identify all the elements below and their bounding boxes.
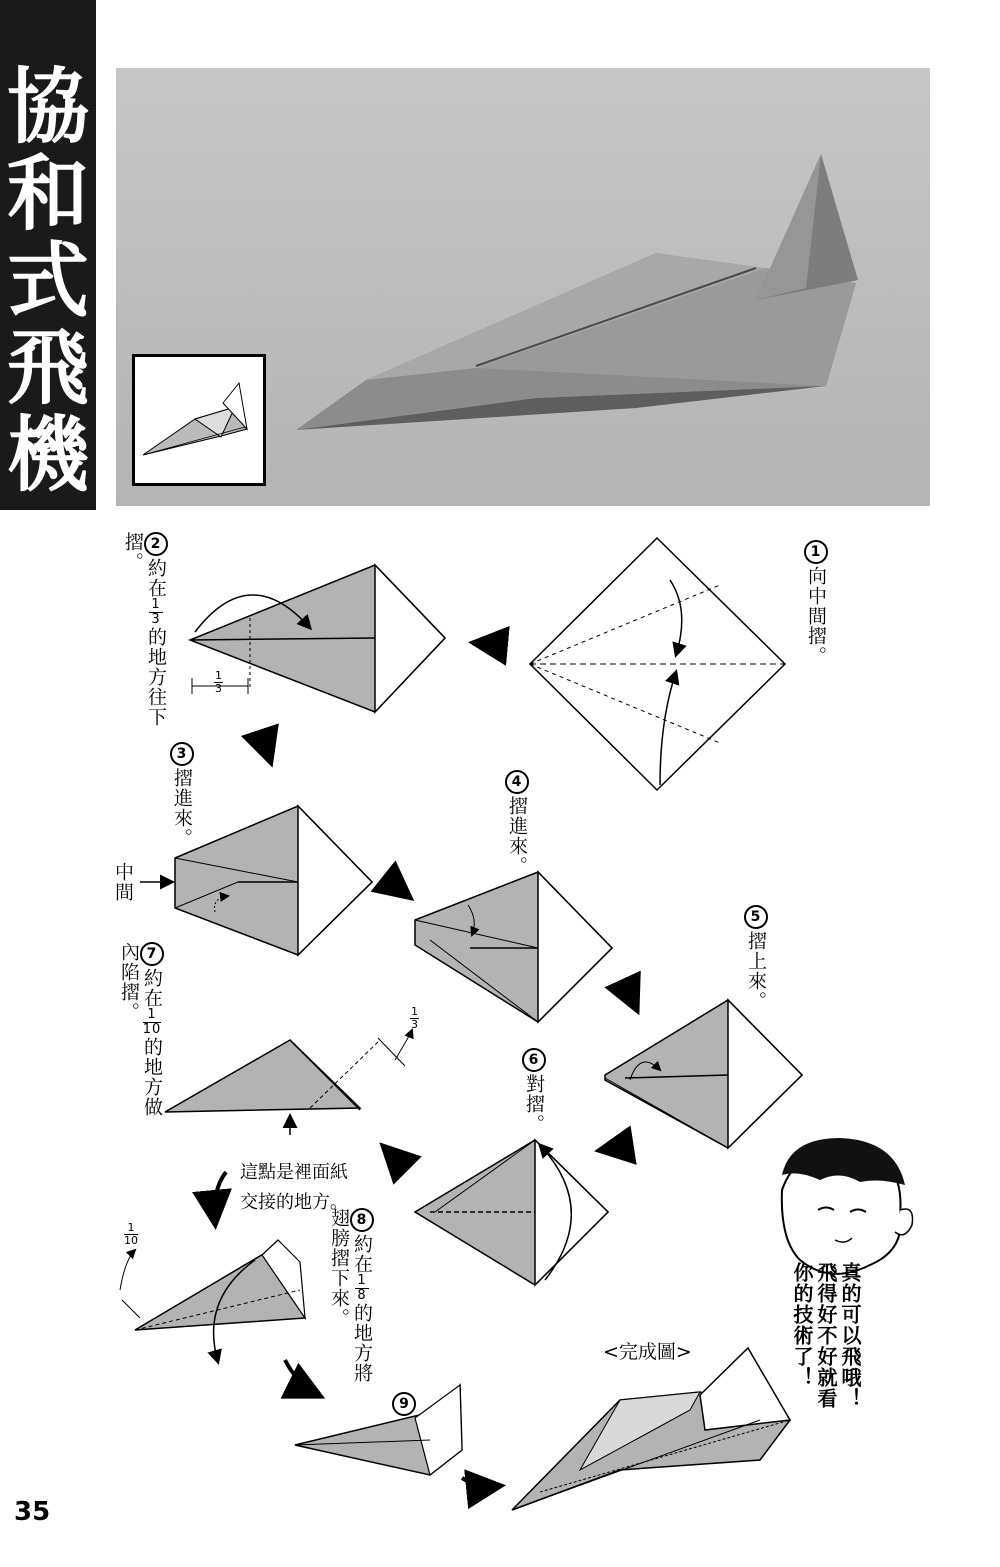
- finished-plane-diagram: [512, 1348, 790, 1510]
- step2-line2: 往下摺。: [122, 532, 167, 727]
- title-char: 協: [6, 60, 89, 155]
- step-number: 4: [505, 770, 529, 794]
- step7-line2: 做內陷摺。: [118, 942, 163, 1117]
- note-line: 這點是裡面紙: [240, 1162, 348, 1183]
- character-speech: [790, 1262, 862, 1409]
- fraction: $\frac{1}{3}$: [151, 597, 161, 627]
- step4-caption: [505, 770, 529, 876]
- step3-caption: [170, 742, 194, 848]
- step8-pre: 約在: [351, 1234, 373, 1274]
- step7-post: 的地方: [141, 1037, 163, 1097]
- finished-label: <完成圖>: [603, 1341, 692, 1363]
- step2-post: 的地方: [145, 627, 167, 687]
- step6-caption: [522, 1048, 546, 1134]
- step-number: 8: [350, 1208, 374, 1232]
- speech-line: 真的可以飛哦！: [838, 1262, 862, 1409]
- title-char: 和: [6, 147, 89, 242]
- step6-diagram: [415, 1140, 608, 1285]
- step8-caption: [328, 1208, 374, 1398]
- step9-diagram: [295, 1385, 462, 1475]
- fraction: $\frac{1}{10}$: [142, 1007, 162, 1037]
- step4-text: 摺進來。: [506, 796, 528, 876]
- step9-caption: [392, 1392, 416, 1418]
- title-char: 機: [6, 408, 89, 503]
- step8-diagram: [120, 1240, 305, 1362]
- step-number: 2: [144, 532, 168, 556]
- step-number: 5: [744, 905, 768, 929]
- step8-line2: 將翅膀摺下來。: [328, 1208, 373, 1383]
- step7-diagram: [165, 1030, 412, 1135]
- step-number: 6: [522, 1048, 546, 1072]
- step5-text: 摺上來。: [745, 931, 767, 1011]
- title-char: 飛: [6, 321, 89, 416]
- note-line: 交接的地方。: [240, 1192, 348, 1213]
- step-number: 9: [392, 1392, 416, 1416]
- step5-caption: [744, 905, 768, 1011]
- step3-text: 摺進來。: [171, 768, 193, 848]
- step4-diagram: [415, 872, 612, 1022]
- step7-pre: 約在: [141, 968, 163, 1008]
- title-char: 式: [6, 234, 89, 329]
- fraction: $\frac{1}{8}$: [357, 1273, 367, 1303]
- step-number: 7: [140, 942, 164, 966]
- speech-line: 你的技術了！: [790, 1262, 814, 1388]
- step7-caption: [118, 942, 164, 1122]
- step8-post: 的地方: [351, 1303, 373, 1363]
- step2-pre: 約在: [145, 558, 167, 598]
- step8-dimension: $\frac{1}{10}$: [124, 1221, 138, 1247]
- step1-diagram: [530, 538, 785, 790]
- step-number: 3: [170, 742, 194, 766]
- speech-line: 飛得好不好就看: [814, 1262, 838, 1409]
- step5-diagram: [605, 1000, 802, 1148]
- step2-dimension: $\frac{1}{3}$: [215, 669, 222, 695]
- step1-caption: [804, 540, 828, 666]
- page-number: 35: [14, 1497, 51, 1527]
- step-number: 1: [804, 540, 828, 564]
- step1-text: 向中間摺。: [805, 566, 827, 666]
- character-illustration: [782, 1138, 913, 1274]
- center-label: 中間: [112, 862, 134, 902]
- step7-dimension: $\frac{1}{3}$: [411, 1005, 418, 1031]
- step2-caption: [122, 532, 168, 732]
- step6-text: 對摺。: [523, 1074, 545, 1134]
- step2-diagram: [190, 565, 445, 712]
